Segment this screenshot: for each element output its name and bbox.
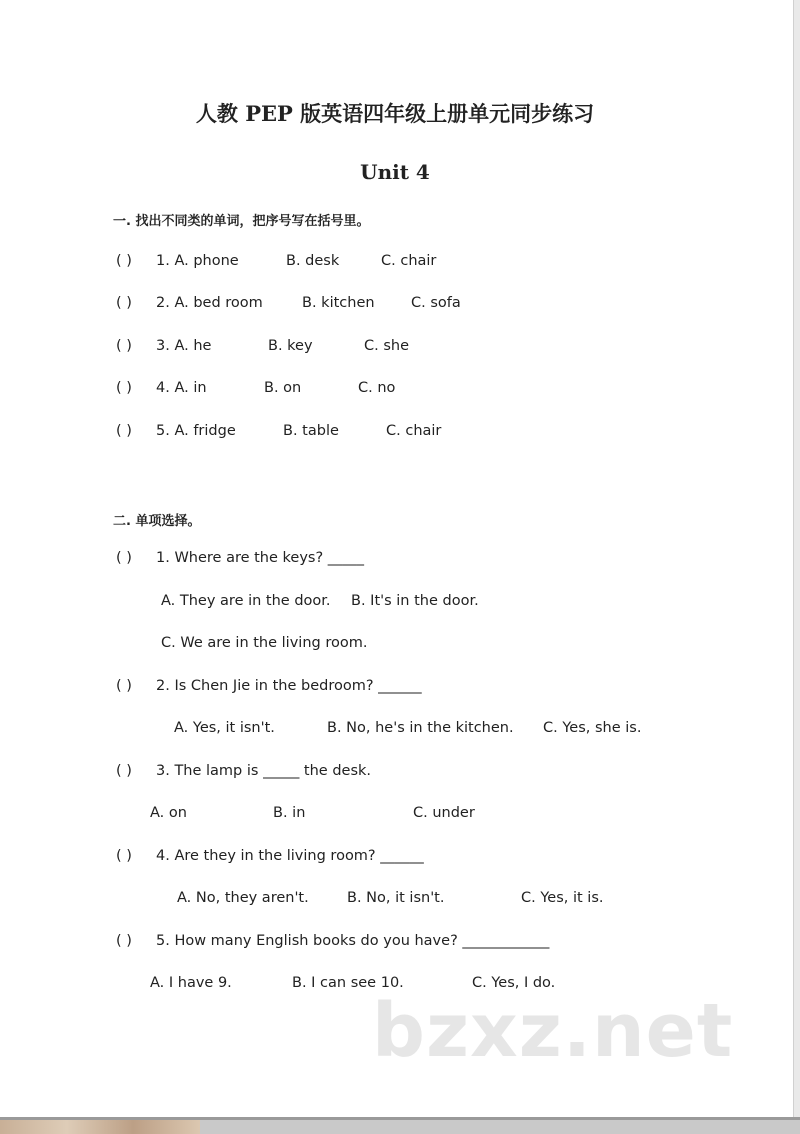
option-a: A. Yes, it isn't. xyxy=(174,720,275,736)
section2-heading: 二. 单项选择。 xyxy=(113,514,201,529)
answer-bracket: ( ) xyxy=(116,848,132,864)
option-b: B. in xyxy=(273,805,306,821)
option-b: B. No, he's in the kitchen. xyxy=(327,720,514,736)
option-b: B. key xyxy=(268,338,313,354)
option-b: B. on xyxy=(264,380,302,396)
answer-bracket: ( ) xyxy=(116,380,132,396)
question-2-2: 2. Is Chen Jie in the bedroom? ______ xyxy=(156,678,422,694)
option-b: B. desk xyxy=(286,253,340,269)
option-c: C. Yes, she is. xyxy=(543,720,642,736)
watermark: bzxz.net xyxy=(372,988,734,1074)
option-a: A. I have 9. xyxy=(150,975,232,991)
answer-bracket: ( ) xyxy=(116,763,132,779)
option-c: C. Yes, I do. xyxy=(472,975,556,991)
option-b: B. I can see 10. xyxy=(292,975,404,991)
footer-strip xyxy=(0,1120,200,1134)
question-1-3: 3. A. he xyxy=(156,338,212,354)
answer-bracket: ( ) xyxy=(116,550,132,566)
answer-bracket: ( ) xyxy=(116,338,132,354)
option-a: A. on xyxy=(150,805,187,821)
option-c: C. chair xyxy=(381,253,437,269)
answer-bracket: ( ) xyxy=(116,253,132,269)
question-1-1: 1. A. phone xyxy=(156,253,239,269)
option-b: B. table xyxy=(283,423,339,439)
option-b: B. No, it isn't. xyxy=(347,890,445,906)
question-2-3: 3. The lamp is _____ the desk. xyxy=(156,763,372,779)
option-c: C. Yes, it is. xyxy=(521,890,604,906)
scrollbar-bottom[interactable] xyxy=(0,1117,800,1134)
question-1-2: 2. A. bed room xyxy=(156,295,263,311)
answer-bracket: ( ) xyxy=(116,678,132,694)
question-2-1: 1. Where are the keys? _____ xyxy=(156,550,365,566)
answer-bracket: ( ) xyxy=(116,933,132,949)
answer-bracket: ( ) xyxy=(116,423,132,439)
answer-bracket: ( ) xyxy=(116,295,132,311)
question-2-4: 4. Are they in the living room? ______ xyxy=(156,848,424,864)
option-c: C. We are in the living room. xyxy=(161,635,368,651)
question-2-5: 5. How many English books do you have? ____________ xyxy=(156,933,550,949)
section1-heading: 一. 找出不同类的单词，把序号写在括号里。 xyxy=(113,214,370,229)
unit-title: Unit 4 xyxy=(360,160,430,184)
option-b: B. kitchen xyxy=(302,295,375,311)
option-c: C. chair xyxy=(386,423,442,439)
page-title: 人教 PEP 版英语四年级上册单元同步练习 xyxy=(195,101,595,126)
question-1-4: 4. A. in xyxy=(156,380,207,396)
option-b: B. It's in the door. xyxy=(351,593,479,609)
option-c: C. under xyxy=(413,805,475,821)
option-a: A. No, they aren't. xyxy=(177,890,309,906)
question-1-5: 5. A. fridge xyxy=(156,423,236,439)
option-c: C. she xyxy=(364,338,410,354)
option-a: A. They are in the door. xyxy=(161,593,331,609)
page-edge xyxy=(793,0,800,1120)
option-c: C. no xyxy=(358,380,396,396)
option-c: C. sofa xyxy=(411,295,461,311)
